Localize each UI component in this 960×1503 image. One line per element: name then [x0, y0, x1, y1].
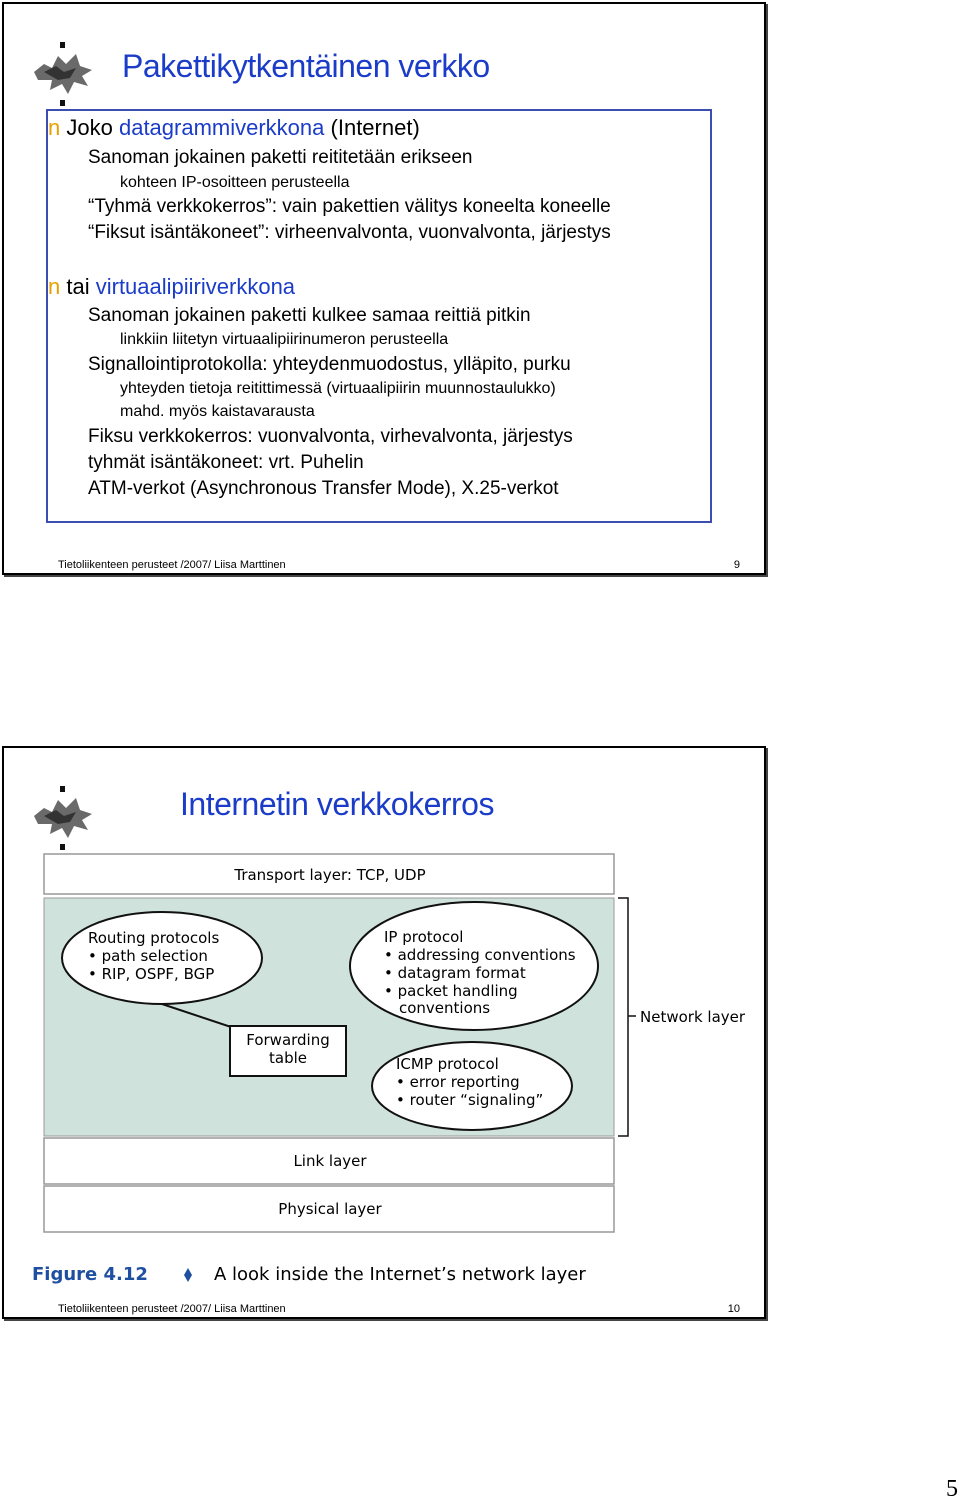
page-number: 5	[946, 1476, 958, 1502]
bullet-virtual	[48, 274, 295, 300]
bullet-marker: n	[48, 274, 61, 299]
slide-9	[2, 2, 766, 575]
slide-title: Internetin verkkokerros	[180, 786, 494, 822]
routing-title: Routing protocols	[88, 929, 220, 947]
slide-title: Pakettikytkentäinen verkko	[122, 48, 490, 84]
sub-item: tyhmät isäntäkoneet: vrt. Puhelin	[88, 452, 364, 473]
network-layer-bracket	[618, 898, 628, 1136]
content-box	[46, 109, 712, 523]
bullet-datagram	[48, 115, 420, 141]
sub-item: Signallointiprotokolla: yhteydenmuodostus, ylläpito, purku	[88, 354, 571, 375]
sub-item: ATM-verkot (Asynchronous Transfer Mode), X.25-verkot	[88, 478, 559, 499]
network-layer-diagram	[4, 848, 764, 1293]
bullet-marker: n	[48, 115, 61, 140]
term-virtual-circuit: virtuaalipiiriverkkona	[95, 274, 296, 299]
university-logo-icon	[30, 786, 96, 850]
sub-item: Fiksu verkkokerros: vuonvalvonta, virhevalvonta, järjestys	[88, 426, 573, 447]
sub-item: “Tyhmä verkkokerros”: vain pakettien välitys koneelta koneelle	[88, 196, 611, 217]
ip-title: IP protocol	[384, 928, 464, 946]
sub-sub-item: yhteyden tietoja reitittimessä (virtuaalipiirin muunnostaulukko)	[120, 380, 556, 397]
slide-footer: Tietoliikenteen perusteet /2007/ Liisa Marttinen	[58, 559, 286, 571]
sub-sub-item: linkkiin liitetyn virtuaalipiirinumeron perusteella	[120, 331, 449, 348]
term-datagram: datagrammiverkkona	[118, 115, 325, 140]
icmp-item: • router “signaling”	[396, 1091, 544, 1109]
figure-caption: A look inside the Internet’s network layer	[214, 1264, 586, 1285]
physical-layer-label: Physical layer	[278, 1200, 382, 1218]
bullet-text: Joko	[66, 115, 119, 140]
sub-item: Sanoman jokainen paketti reititetään erikseen	[88, 147, 473, 168]
slide-number: 9	[733, 559, 740, 571]
bullet-text: (Internet)	[324, 115, 420, 140]
ip-item: • datagram format	[384, 964, 526, 982]
routing-item: • RIP, OSPF, BGP	[88, 965, 215, 983]
sub-sub-item: mahd. myös kaistavarausta	[120, 403, 315, 420]
diamond-icon	[184, 1268, 192, 1282]
slide-footer: Tietoliikenteen perusteet /2007/ Liisa Marttinen	[58, 1303, 286, 1315]
network-layer-label: Network layer	[640, 1008, 746, 1026]
university-logo-icon	[30, 42, 96, 106]
ip-item: • packet handling	[384, 982, 518, 1000]
slide-10	[2, 746, 766, 1319]
routing-item: • path selection	[88, 947, 208, 965]
ip-item: • addressing conventions	[384, 946, 576, 964]
forwarding-label: table	[269, 1049, 307, 1067]
transport-layer-label: Transport layer: TCP, UDP	[234, 866, 426, 884]
bullet-text: tai	[66, 274, 96, 299]
slide-number: 10	[727, 1303, 740, 1315]
sub-sub-item: kohteen IP-osoitteen perusteella	[120, 174, 350, 191]
ip-item: conventions	[399, 999, 491, 1017]
sub-item: Sanoman jokainen paketti kulkee samaa reittiä pitkin	[88, 305, 531, 326]
icmp-item: • error reporting	[396, 1073, 520, 1091]
forwarding-label: Forwarding	[246, 1031, 330, 1049]
figure-label: Figure 4.12	[32, 1264, 148, 1285]
link-layer-label: Link layer	[293, 1152, 367, 1170]
sub-item: “Fiksut isäntäkoneet”: virheenvalvonta, vuonvalvonta, järjestys	[88, 222, 611, 243]
icmp-title: ICMP protocol	[396, 1055, 499, 1073]
